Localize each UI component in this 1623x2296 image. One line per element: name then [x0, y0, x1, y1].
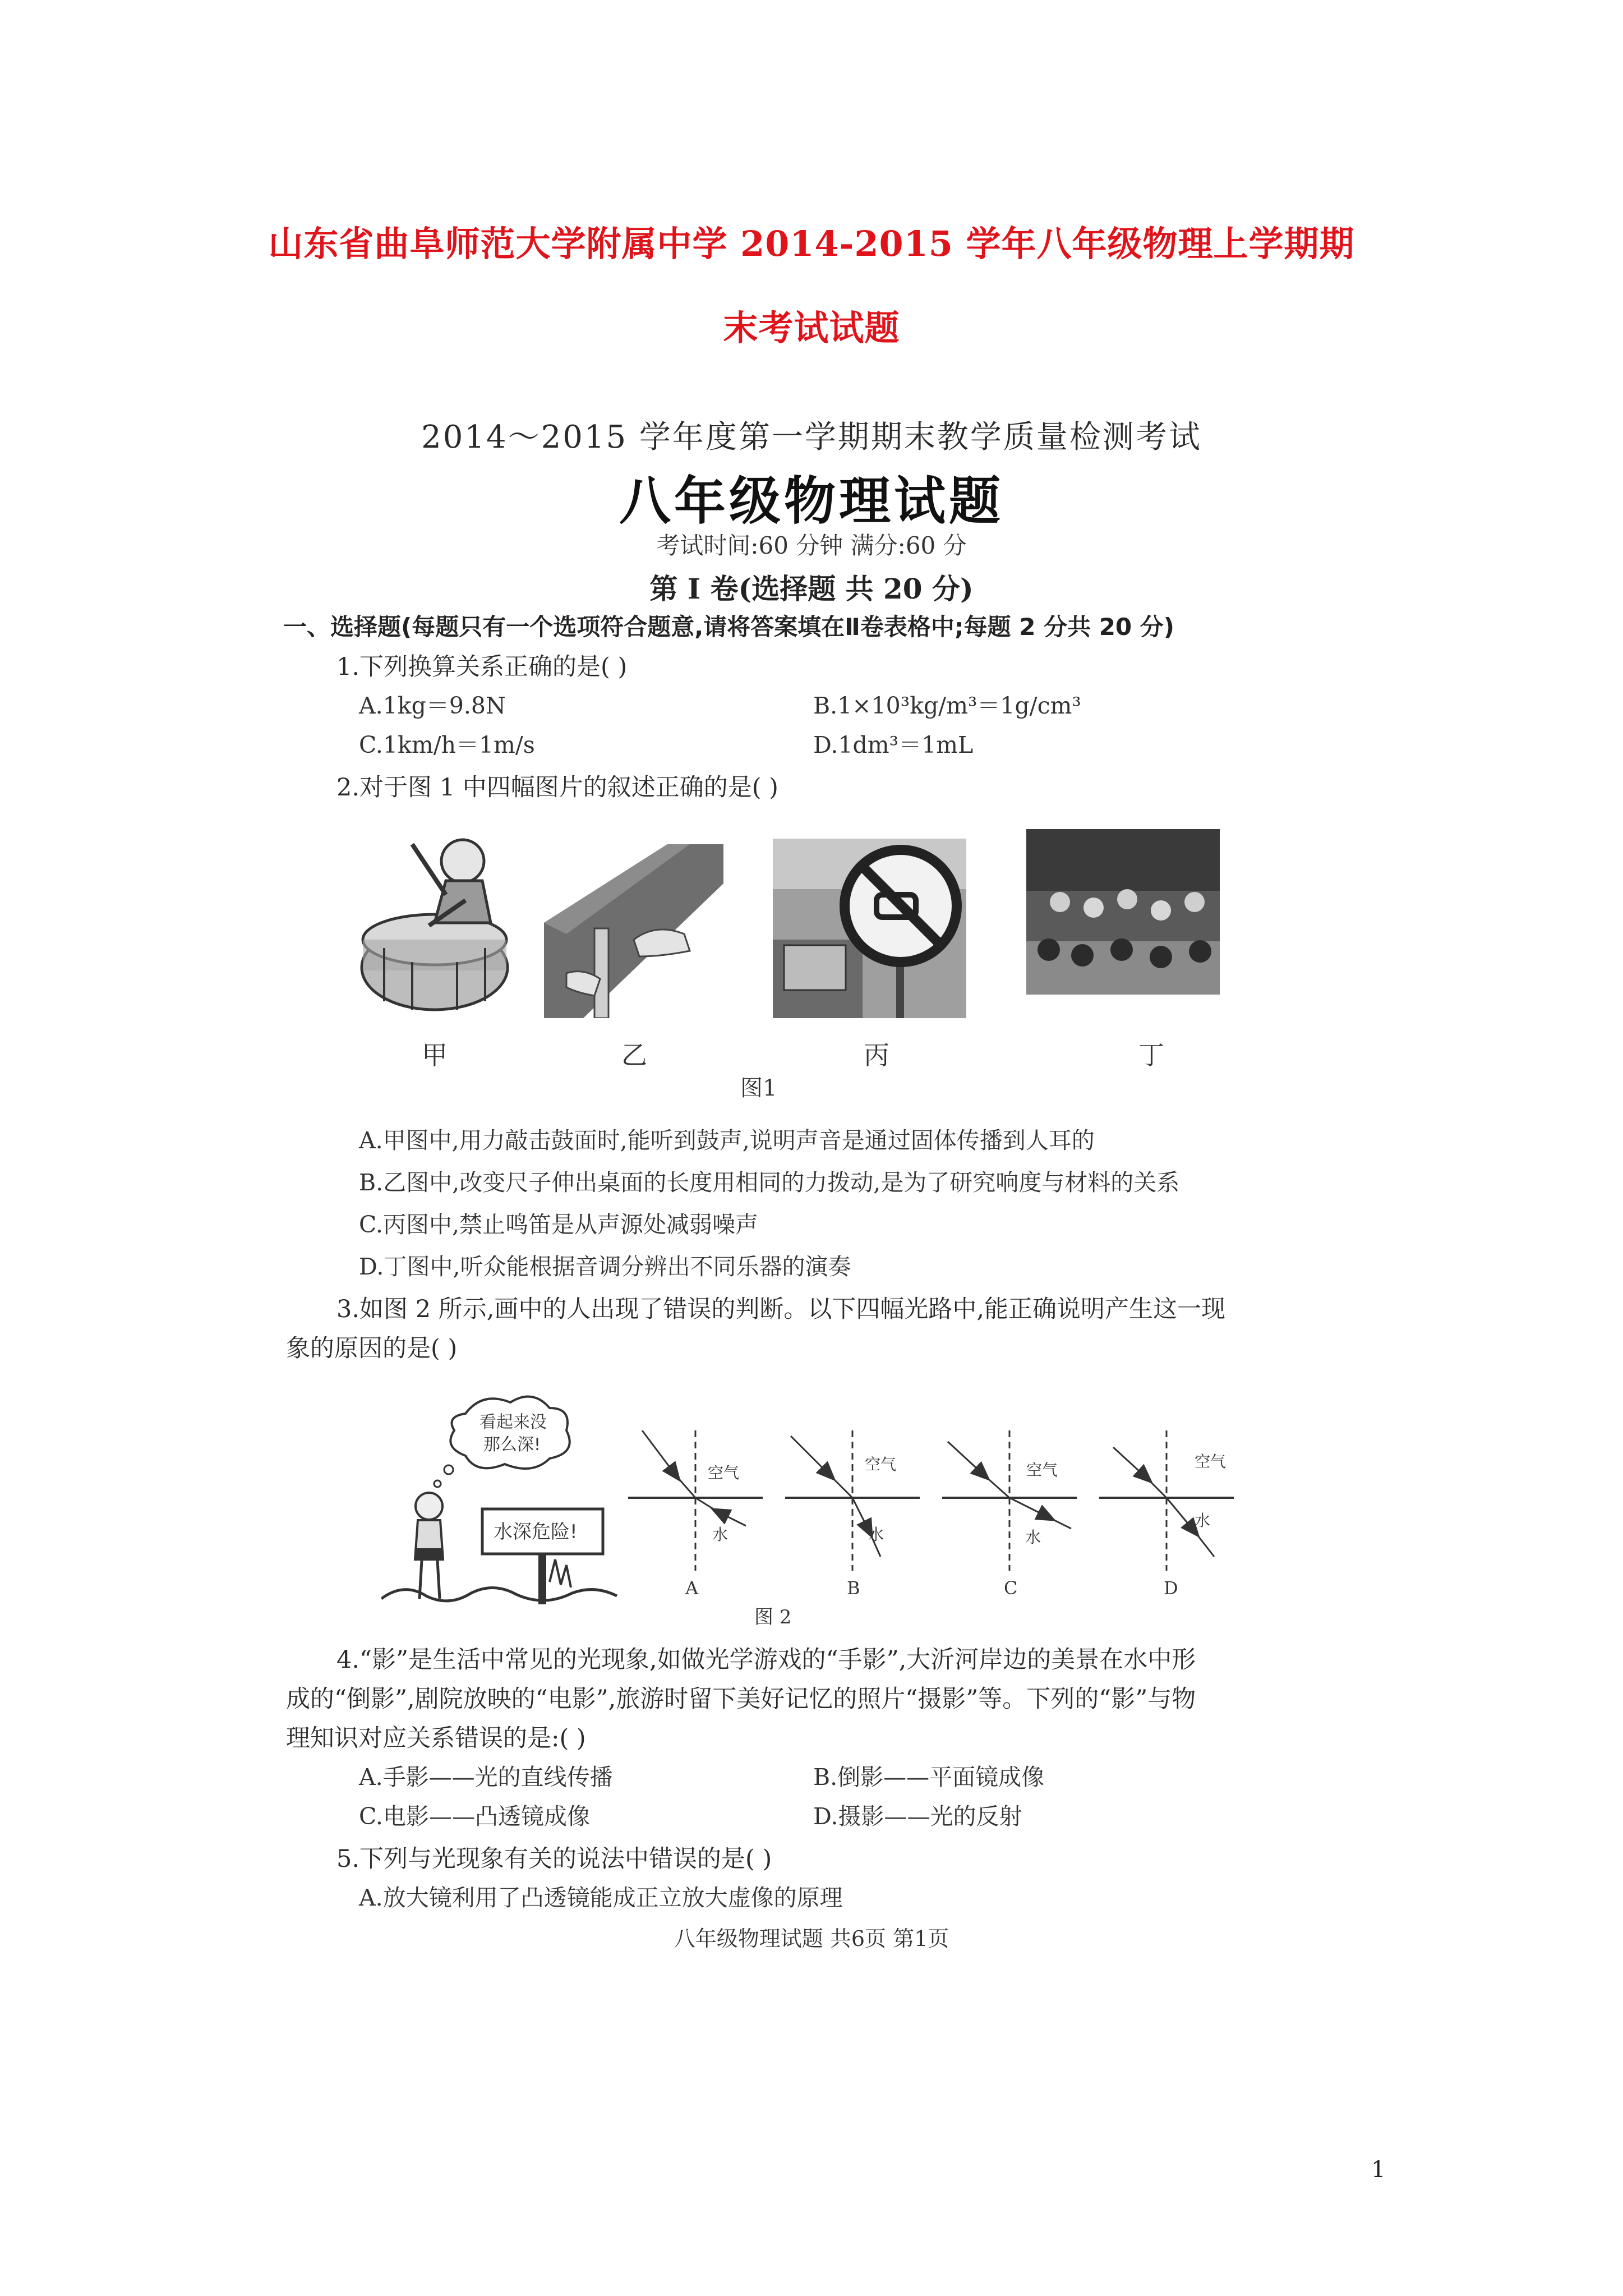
- q1-option-c: C.1km/h＝1m/s: [359, 731, 535, 758]
- figure1-label-jia: 甲: [422, 1040, 448, 1070]
- question-4-stem-line2: 成的“倒影”,剧院放映的“电影”,旅游时留下美好记忆的照片“摄影”等。下列的“影”与物: [286, 1685, 1196, 1713]
- bubble-text-line2: 那么深!: [483, 1435, 541, 1455]
- no-honking-sign-image: [773, 839, 966, 1018]
- light-d-water-label: 水: [1195, 1511, 1211, 1530]
- figure1-caption: 图1: [740, 1075, 777, 1101]
- q4-option-c: C.电影——凸透镜成像: [359, 1803, 590, 1830]
- light-path-c: [942, 1430, 1077, 1571]
- ruler-desk-image: [544, 844, 723, 1018]
- exam-title: 2014～2015 学年度第一学期期末教学质量检测考试: [421, 419, 1202, 455]
- drum-cartoon-image: [351, 827, 524, 1029]
- subject-title: 八年级物理试题: [619, 471, 1004, 531]
- question-3-stem-line2: 象的原因的是( ): [286, 1335, 458, 1363]
- question-5-stem: 5.下列与光现象有关的说法中错误的是( ): [336, 1845, 772, 1873]
- light-path-b: [785, 1430, 920, 1571]
- exam-info: 考试时间:60 分钟 满分:60 分: [656, 532, 967, 559]
- light-a-water-label: 水: [712, 1525, 728, 1544]
- light-label-b: B: [847, 1577, 860, 1599]
- document-title-line2: 末考试试题: [723, 307, 900, 348]
- q2-option-a: A.甲图中,用力敲击鼓面时,能听到鼓声,说明声音是通过固体传播到人耳的: [359, 1127, 1095, 1154]
- figure1-label-ding: 丁: [1138, 1040, 1164, 1070]
- volume-title: 第 I 卷(选择题 共 20 分): [649, 572, 974, 605]
- light-path-a: [628, 1430, 763, 1571]
- q1-option-d: D.1dm³＝1mL: [813, 731, 974, 758]
- light-label-c: C: [1004, 1577, 1018, 1599]
- question-1-stem: 1.下列换算关系正确的是( ): [336, 653, 628, 681]
- light-c-air-label: 空气: [1026, 1461, 1058, 1479]
- bubble-text-line1: 看起来没: [479, 1412, 547, 1432]
- figure2-caption: 图 2: [754, 1606, 792, 1628]
- light-a-air-label: 空气: [708, 1464, 740, 1482]
- page-footer: 八年级物理试题 共6页 第1页: [674, 1926, 949, 1951]
- light-d-air-label: 空气: [1195, 1452, 1227, 1471]
- q2-option-c: C.丙图中,禁止鸣笛是从声源处减弱噪声: [359, 1211, 758, 1238]
- question-4-stem-line3: 理知识对应关系错误的是:( ): [286, 1724, 586, 1752]
- q4-option-d: D.摄影——光的反射: [813, 1803, 1022, 1830]
- light-path-d: [1099, 1430, 1234, 1571]
- figure1-label-yi: 乙: [621, 1040, 647, 1070]
- q4-option-b: B.倒影——平面镜成像: [813, 1764, 1045, 1791]
- light-label-a: A: [685, 1577, 699, 1599]
- question-2-stem: 2.对于图 1 中四幅图片的叙述正确的是( ): [336, 774, 778, 802]
- light-path-diagrams: [628, 1414, 1245, 1599]
- light-b-air-label: 空气: [865, 1455, 897, 1474]
- light-b-water-label: 水: [868, 1525, 884, 1544]
- q4-option-a: A.手影——光的直线传播: [359, 1764, 613, 1791]
- q1-option-a: A.1kg＝9.8N: [359, 692, 506, 719]
- q2-option-d: D.丁图中,听众能根据音调分辨出不同乐器的演奏: [359, 1253, 851, 1280]
- q5-option-a: A.放大镜利用了凸透镜能成正立放大虚像的原理: [359, 1884, 843, 1911]
- light-label-d: D: [1164, 1577, 1178, 1599]
- question-3-stem-line1: 3.如图 2 所示,画中的人出现了错误的判断。以下四幅光路中,能正确说明产生这一现: [336, 1295, 1226, 1323]
- orchestra-photo-image: [1026, 829, 1220, 995]
- document-title-line1: 山东省曲阜师范大学附属中学 2014-2015 学年八年级物理上学期期: [268, 223, 1355, 264]
- question-4-stem-line1: 4.“影”是生活中常见的光现象,如做光学游戏的“手影”,大沂河岸边的美景在水中形: [336, 1646, 1196, 1674]
- light-c-water-label: 水: [1025, 1528, 1041, 1547]
- q1-option-b: B.1×10³kg/m³＝1g/cm³: [813, 692, 1081, 719]
- page-number: 1: [1371, 2157, 1386, 2183]
- section-heading: 一、选择题(每题只有一个选项符合题意,请将答案填在Ⅱ卷表格中;每题 2 分共 20 分): [283, 613, 1174, 641]
- q2-option-b: B.乙图中,改变尺子伸出桌面的长度用相同的力拨动,是为了研究响度与材料的关系: [359, 1169, 1180, 1196]
- figure1-label-bing: 丙: [864, 1040, 889, 1070]
- warning-sign-text: 水深危险!: [494, 1521, 578, 1543]
